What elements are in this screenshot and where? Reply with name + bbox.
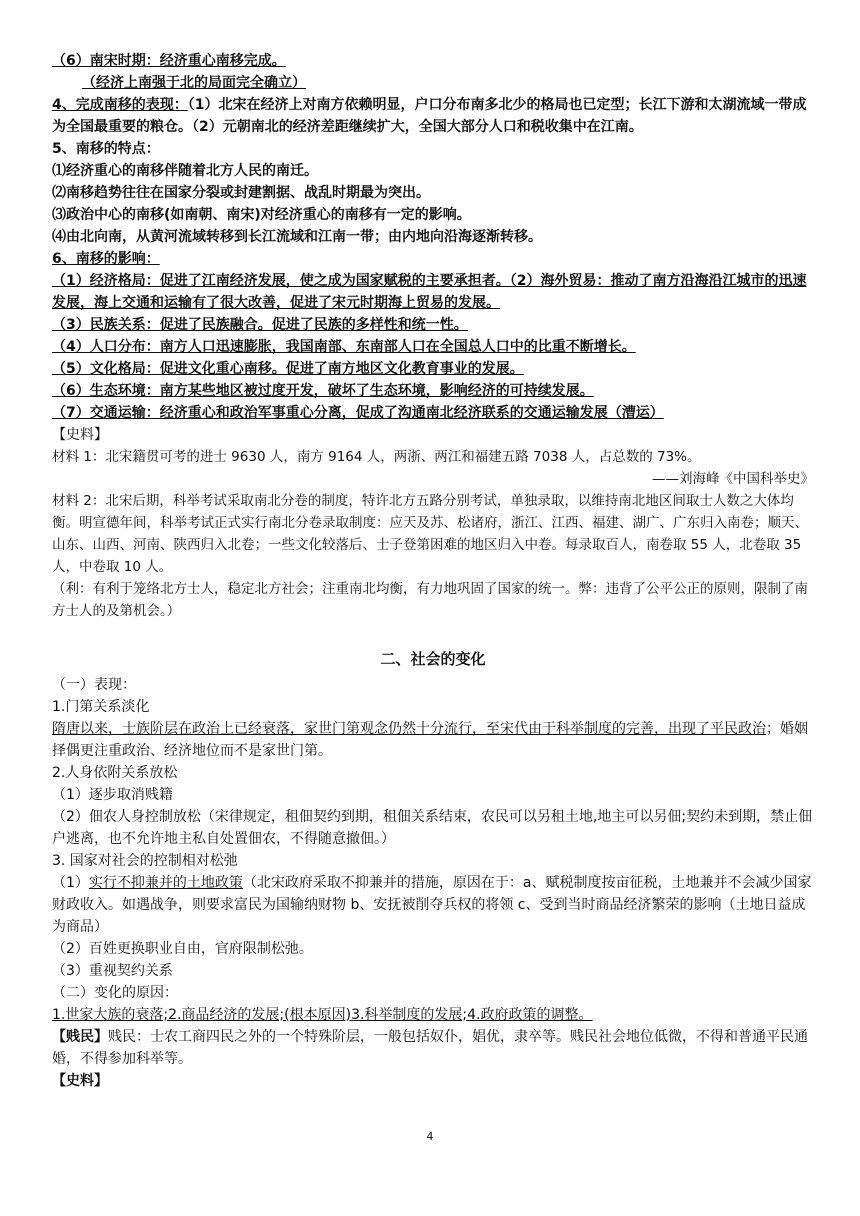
list-item: ⑵南移趋势往往在国家分裂或封建割据、战乱时期最为突出。 xyxy=(52,185,430,201)
list-item: （2）佃农人身控制放松（宋律规定，租佃契约到期，租佃关系结束，农民可以另租土地,地主可以另佃;契约未到期，禁止佃户逃离，也不允许地主私自处置佃农，不得随意撤佃。） xyxy=(52,809,813,847)
material-2: 材料 2：北宋后期，科举考试采取南北分卷的制度，特许北方五路分别考试，单独录取，以维持南北地区间取士人数之大体均衡。明宣德年间，科举考试正式实行南北分卷录取制度：应天及苏、松诸府，浙江、江西、福建、湖广、广东归入南卷；顺天、山东、山西、河南、陕西归入北卷；一些文化较落后、士子登第困难的地区归入中卷。每录取百人，南卷取 55 人，北卷取 35 人，中卷取 10 人。 xyxy=(52,493,808,575)
text-line: （经济上南强于北的局面完全确立） xyxy=(82,75,306,91)
heading-inline: 4、完成南移的表现： xyxy=(52,97,188,113)
list-item: 1.世家大族的衰落;2.商品经济的发展;(根本原因)3.科举制度的发展;4.政府政策的调整。 xyxy=(52,1007,593,1023)
label: 【史料】 xyxy=(52,1073,108,1089)
list-item: （3）重视契约关系 xyxy=(52,963,173,979)
underlined-text: 实行不抑兼并的土地政策 xyxy=(88,875,243,891)
material-1: 材料 1：北宋籍贯可考的进士 9630 人，南方 9164 人，两浙、两江和福建五路 7038 人，占总数的 73%。 xyxy=(52,449,701,465)
list-marker: （1） xyxy=(52,875,89,891)
list-item: （4）人口分布：南方人口迅速膨胀，我国南部、东南部人口在全国总人口中的比重不断增长。 xyxy=(52,339,636,355)
list-item xyxy=(52,872,814,938)
list-item: （7）交通运输：经济重心和政治军事重心分离，促成了沟通南北经济联系的交通运输发展（漕运） xyxy=(52,405,664,421)
subheading: （一）表现： xyxy=(52,677,136,693)
page-number: 4 xyxy=(426,1130,434,1143)
list-item: （2）百姓更换职业自由，官府限制松弛。 xyxy=(52,941,313,957)
paragraph-body: （1）北宋在经济上对南方依赖明显，户口分布南多北少的格局也已定型；长江下游和太湖流域一带成为全国最重要的粮仓。（2）元朝南北的经济差距继续扩大，全国大部分人口和税收集中在江南。 xyxy=(52,97,807,135)
section-title: 二、社会的变化 xyxy=(380,650,486,668)
label: 【史料】 xyxy=(52,427,108,443)
list-item: ⑶政治中心的南移(如南朝、南宋)对经济重心的南移有一定的影响。 xyxy=(52,207,471,223)
list-item: （1）逐步取消贱籍 xyxy=(52,787,173,803)
paragraph xyxy=(52,718,814,762)
paragraph xyxy=(52,1026,814,1070)
heading: 6、南移的影响： xyxy=(52,251,160,267)
heading: 5、南移的特点： xyxy=(52,141,160,157)
citation: ——刘海峰《中国科举史》 xyxy=(652,471,814,487)
paragraph xyxy=(52,94,814,138)
paragraph-body: （北宋政府采取不抑兼并的措施，原因在于：a、赋税制度按亩征税，土地兼并不会减少国家财政收入。如遇战争，则要求富民为国输纳财物 b、安抚被削夺兵权的将领 c、受到当时商品经济繁荣的影响（土地日益成为商品） xyxy=(52,875,812,935)
note: （利：有利于笼络北方士人，稳定北方社会；注重南北均衡，有力地巩固了国家的统一。弊：违背了公平公正的原则，限制了南方士人的及第机会。） xyxy=(52,581,808,619)
paragraph-body: ；婚姻择偶更注重政治、经济地位而不是家世门第。 xyxy=(52,721,808,759)
text-line: （6）南宋时期：经济重心南移完成。 xyxy=(52,53,286,69)
subheading: 1.门第关系淡化 xyxy=(52,699,150,715)
subheading: 3. 国家对社会的控制相对松弛 xyxy=(52,853,238,869)
term-label: 【贱民】 xyxy=(52,1029,108,1045)
list-item: ⑷由北向南，从黄河流域转移到长江流域和江南一带；由内地向沿海逐渐转移。 xyxy=(52,229,542,245)
list-item: （5）文化格局：促进文化重心南移。促进了南方地区文化教育事业的发展。 xyxy=(52,361,524,377)
list-item: （1）经济格局：促进了江南经济发展，使之成为国家赋税的主要承担者。（2）海外贸易：推动了南方沿海沿江城市的迅速发展，海上交通和运输有了很大改善，促进了宋元时期海上贸易的发展。 xyxy=(52,273,807,311)
paragraph-body: 贱民：士农工商四民之外的一个特殊阶层，一般包括奴仆，娼优，隶卒等。贱民社会地位低微，不得和普通平民通婚，不得参加科举等。 xyxy=(52,1029,808,1067)
list-item: ⑴经济重心的南移伴随着北方人民的南迁。 xyxy=(52,163,318,179)
list-item: （3）民族关系：促进了民族融合。促进了民族的多样性和统一性。 xyxy=(52,317,468,333)
subheading: （二）变化的原因： xyxy=(52,985,178,1001)
document-page xyxy=(52,50,814,1092)
subheading: 2.人身依附关系放松 xyxy=(52,765,178,781)
underlined-text: 隋唐以来，士族阶层在政治上已经衰落，家世门第观念仍然十分流行，至宋代由于科举制度的完善，出现了平民政治 xyxy=(52,721,766,737)
list-item: （6）生态环境：南方某些地区被过度开发，破坏了生态环境，影响经济的可持续发展。 xyxy=(52,383,594,399)
